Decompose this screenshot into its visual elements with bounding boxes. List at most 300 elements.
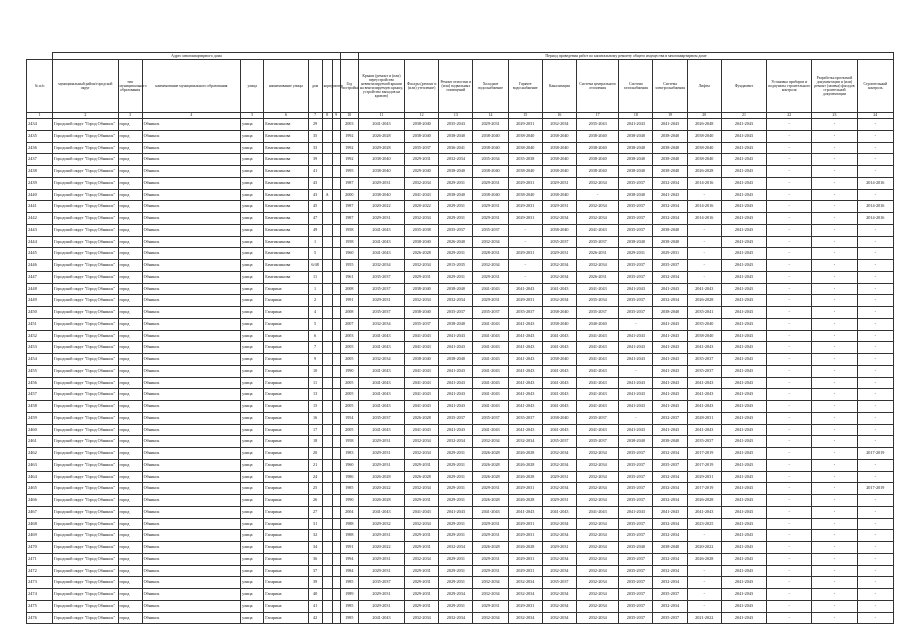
period-cell: 2041-2043 bbox=[653, 318, 687, 330]
year-cell: 2007 bbox=[340, 318, 358, 330]
street-name-cell: Бентиклинова bbox=[264, 248, 308, 260]
letter-cell bbox=[332, 142, 340, 154]
period-cell: - bbox=[687, 236, 721, 248]
mo-name-cell: Обнинск bbox=[142, 530, 241, 542]
period-cell: 2041-2043 bbox=[653, 401, 687, 413]
period-cell: 2032-2034 bbox=[577, 177, 619, 189]
period-cell: - bbox=[687, 600, 721, 612]
period-cell: - bbox=[767, 213, 812, 225]
period-cell: 2032-2034 bbox=[542, 295, 576, 307]
period-cell: - bbox=[812, 518, 857, 530]
period-cell: 2041-2043 bbox=[358, 248, 404, 260]
district-cell: Городской округ "Город Обнинск" bbox=[53, 248, 118, 260]
period-cell: 2041-2043 bbox=[577, 354, 619, 366]
period-cell: 2029-2031 bbox=[439, 553, 473, 565]
year-cell: 2005 bbox=[340, 377, 358, 389]
mo-name-cell: Обнинск bbox=[142, 401, 241, 413]
mo-name-cell: Обнинск bbox=[142, 130, 241, 142]
building-cell bbox=[322, 213, 332, 225]
period-cell: 2041-2043 bbox=[473, 354, 508, 366]
house-cell: 35 bbox=[308, 130, 322, 142]
period-cell: - bbox=[767, 248, 812, 260]
period-cell: 2032-2034 bbox=[508, 436, 542, 448]
building-cell bbox=[322, 283, 332, 295]
street-type-cell: улица bbox=[241, 236, 264, 248]
period-cell: - bbox=[857, 542, 893, 554]
period-cell: - bbox=[857, 248, 893, 260]
period-cell: 2026-2028 bbox=[473, 542, 508, 554]
period-cell: 2020-2022 bbox=[358, 483, 404, 495]
column-number: 17 bbox=[577, 113, 619, 119]
period-cell: 2041-2043 bbox=[508, 354, 542, 366]
period-cell: 2035-2037 bbox=[577, 412, 619, 424]
district-cell: Городской округ "Город Обнинск" bbox=[53, 577, 118, 589]
street-name-cell: Гагарина bbox=[264, 342, 308, 354]
year-cell: 2000 bbox=[340, 189, 358, 201]
column-header: Горячее водоснабжение bbox=[508, 60, 542, 113]
house-cell: 43 bbox=[308, 177, 322, 189]
period-cell: 2029-2031 bbox=[439, 530, 473, 542]
year-cell: 2008 bbox=[340, 307, 358, 319]
district-cell: Городской округ "Город Обнинск" bbox=[53, 342, 118, 354]
street-type-cell: улица bbox=[241, 377, 264, 389]
street-name-cell: Гагарина bbox=[264, 553, 308, 565]
district-cell: Городской округ "Город Обнинск" bbox=[53, 154, 118, 166]
period-group-header: Период проведения работ по капитальному ремонту общего имущества в многоквартирном доме bbox=[358, 53, 893, 60]
street-name-cell: Гагарина bbox=[264, 354, 308, 366]
street-name-cell: Бентиклинова bbox=[264, 260, 308, 272]
table-row bbox=[27, 224, 894, 236]
year-cell: 1961 bbox=[340, 271, 358, 283]
period-cell: 2035-2037 bbox=[619, 530, 653, 542]
period-cell: 2029-2031 bbox=[405, 154, 439, 166]
period-cell: - bbox=[812, 130, 857, 142]
period-cell: 2035-2037 bbox=[619, 518, 653, 530]
period-cell: 2038-2040 bbox=[508, 142, 542, 154]
period-cell: 2029-2031 bbox=[508, 295, 542, 307]
period-cell: - bbox=[508, 236, 542, 248]
period-cell: - bbox=[687, 577, 721, 589]
period-cell: - bbox=[767, 342, 812, 354]
period-cell: - bbox=[857, 330, 893, 342]
period-cell: 2029-2031 bbox=[439, 271, 473, 283]
table-row bbox=[27, 506, 894, 518]
street-name-cell: Гагарина bbox=[264, 459, 308, 471]
period-cell: 2032-2034 bbox=[577, 530, 619, 542]
period-cell: 2041-2043 bbox=[439, 330, 473, 342]
period-cell: 2035-2037 bbox=[577, 436, 619, 448]
period-cell: 2041-2043 bbox=[508, 377, 542, 389]
letter-cell bbox=[332, 236, 340, 248]
building-cell bbox=[322, 448, 332, 460]
period-cell: 2026-2028 bbox=[687, 295, 721, 307]
period-cell: 2029-2031 bbox=[508, 600, 542, 612]
period-cell: 2017-2019 bbox=[687, 459, 721, 471]
period-cell: - bbox=[812, 553, 857, 565]
period-cell: 2038-2040 bbox=[473, 189, 508, 201]
table-row bbox=[27, 600, 894, 612]
period-cell: 2020-2022 bbox=[405, 201, 439, 213]
column-number: 11 bbox=[358, 113, 404, 119]
period-cell: 2038-2040 bbox=[542, 130, 576, 142]
mo-type-cell: город bbox=[118, 342, 142, 354]
period-cell: 2038-2040 bbox=[542, 224, 576, 236]
house-cell: 41 bbox=[308, 600, 322, 612]
period-cell: 2029-2031 bbox=[358, 459, 404, 471]
mo-type-cell: город bbox=[118, 271, 142, 283]
period-cell: 2038-2040 bbox=[542, 189, 576, 201]
row-number: 2456 bbox=[27, 377, 53, 389]
period-cell: 2026-2028 bbox=[358, 130, 404, 142]
period-cell: - bbox=[812, 248, 857, 260]
period-cell: - bbox=[812, 412, 857, 424]
period-cell: 2038-2040 bbox=[358, 166, 404, 178]
period-cell: 2029-2031 bbox=[542, 542, 576, 554]
building-cell bbox=[322, 295, 332, 307]
table-row bbox=[27, 553, 894, 565]
period-cell: 2041-2043 bbox=[721, 307, 766, 319]
period-cell: 2029-2031 bbox=[405, 542, 439, 554]
period-cell: 2032-2034 bbox=[542, 518, 576, 530]
mo-name-cell: Обнинск bbox=[142, 142, 241, 154]
column-header: Система электроснабжения bbox=[653, 60, 687, 113]
period-cell: 2041-2043 bbox=[653, 330, 687, 342]
period-cell: 2032-2034 bbox=[577, 213, 619, 225]
district-cell: Городской округ "Город Обнинск" bbox=[53, 600, 118, 612]
building-cell bbox=[322, 589, 332, 601]
period-cell: 2041-2043 bbox=[439, 342, 473, 354]
period-cell: 2035-2038 bbox=[508, 154, 542, 166]
district-cell: Городской округ "Город Обнинск" bbox=[53, 483, 118, 495]
period-cell: 2041-2043 bbox=[405, 377, 439, 389]
year-cell: 1958 bbox=[340, 224, 358, 236]
mo-name-cell: Обнинск bbox=[142, 307, 241, 319]
period-cell: 2029-2031 bbox=[542, 495, 576, 507]
period-cell: 2035-2037 bbox=[619, 224, 653, 236]
period-cell: 2026-2028 bbox=[687, 495, 721, 507]
house-cell: 10 bbox=[308, 365, 322, 377]
street-type-cell: улица bbox=[241, 365, 264, 377]
period-cell: 2029-2031 bbox=[405, 459, 439, 471]
period-cell: 2041-2043 bbox=[508, 401, 542, 413]
letter-cell bbox=[332, 166, 340, 178]
period-cell: - bbox=[857, 471, 893, 483]
period-cell: 2041-2043 bbox=[721, 201, 766, 213]
building-cell bbox=[322, 553, 332, 565]
street-type-cell: улица bbox=[241, 271, 264, 283]
period-cell: 2038-2040 bbox=[577, 142, 619, 154]
row-number: 2439 bbox=[27, 177, 53, 189]
period-cell: 2029-2031 bbox=[542, 248, 576, 260]
period-cell: 2032-2034 bbox=[542, 448, 576, 460]
letter-cell bbox=[332, 295, 340, 307]
period-cell: 2029-2031 bbox=[473, 213, 508, 225]
period-cell: 2041-2043 bbox=[542, 365, 576, 377]
letter-cell bbox=[332, 389, 340, 401]
table-row bbox=[27, 518, 894, 530]
period-cell: 2035-2037 bbox=[653, 260, 687, 272]
period-cell: 2029-2031 bbox=[508, 177, 542, 189]
column-header: муниципальный район/городской округ bbox=[53, 60, 118, 113]
period-cell: 2041-2043 bbox=[473, 342, 508, 354]
letter-cell bbox=[332, 412, 340, 424]
column-header: Холодное водоснабжение bbox=[473, 60, 508, 113]
period-cell: 2032-2034 bbox=[439, 612, 473, 624]
table-row bbox=[27, 471, 894, 483]
period-cell: 2041-2043 bbox=[721, 589, 766, 601]
period-cell: 2038-2040 bbox=[358, 154, 404, 166]
period-cell: 2028-2031 bbox=[473, 248, 508, 260]
year-cell: 1958 bbox=[340, 236, 358, 248]
street-type-cell: улица bbox=[241, 412, 264, 424]
district-cell: Городской округ "Город Обнинск" bbox=[53, 224, 118, 236]
street-type-cell: улица bbox=[241, 295, 264, 307]
period-cell: 2029-2031 bbox=[439, 177, 473, 189]
mo-type-cell: город bbox=[118, 307, 142, 319]
period-cell: 2026-2028 bbox=[508, 495, 542, 507]
period-cell: 2032-2034 bbox=[473, 436, 508, 448]
period-cell: 2035-2037 bbox=[358, 271, 404, 283]
period-cell: 2041-2043 bbox=[405, 189, 439, 201]
house-cell: 33 bbox=[308, 142, 322, 154]
period-cell: 2035-2037 bbox=[577, 307, 619, 319]
period-cell: 2041-2043 bbox=[358, 424, 404, 436]
period-cell: - bbox=[619, 365, 653, 377]
period-cell: 2041-2043 bbox=[721, 189, 766, 201]
period-cell: - bbox=[812, 424, 857, 436]
period-cell: - bbox=[767, 565, 812, 577]
period-cell: - bbox=[767, 530, 812, 542]
row-number: 2459 bbox=[27, 412, 53, 424]
period-cell: - bbox=[812, 483, 857, 495]
period-cell: - bbox=[687, 248, 721, 260]
period-cell: 2026-2028 bbox=[405, 471, 439, 483]
building-cell bbox=[322, 506, 332, 518]
period-cell: - bbox=[857, 154, 893, 166]
period-cell: 2032-2034 bbox=[405, 177, 439, 189]
house-cell: 4 bbox=[308, 307, 322, 319]
letter-cell bbox=[332, 565, 340, 577]
table-row bbox=[27, 142, 894, 154]
street-name-cell: Бентиклинова bbox=[264, 224, 308, 236]
mo-name-cell: Обнинск bbox=[142, 201, 241, 213]
period-cell: 2029-2031 bbox=[358, 448, 404, 460]
house-cell: 43 bbox=[308, 189, 322, 201]
building-cell bbox=[322, 518, 332, 530]
letter-cell bbox=[332, 377, 340, 389]
period-cell: 2032-2034 bbox=[405, 612, 439, 624]
period-cell: 2035-2037 bbox=[619, 577, 653, 589]
period-cell: 2026-2028 bbox=[358, 471, 404, 483]
row-number: 2446 bbox=[27, 260, 53, 272]
district-cell: Городской округ "Город Обнинск" bbox=[53, 424, 118, 436]
period-cell: 2041-2043 bbox=[653, 506, 687, 518]
period-cell: - bbox=[812, 295, 857, 307]
street-type-cell: улица bbox=[241, 577, 264, 589]
street-name-cell: Гагарина bbox=[264, 283, 308, 295]
year-cell: 1992 bbox=[340, 130, 358, 142]
street-type-cell: улица bbox=[241, 330, 264, 342]
period-cell: 2041-2043 bbox=[439, 424, 473, 436]
period-cell: 2041-2043 bbox=[358, 236, 404, 248]
period-cell: 2035-2037 bbox=[405, 142, 439, 154]
period-cell: 2032-2034 bbox=[473, 589, 508, 601]
row-number: 2444 bbox=[27, 236, 53, 248]
row-number: 2451 bbox=[27, 318, 53, 330]
street-name-cell: Гагарина bbox=[264, 436, 308, 448]
column-header: Строительный контроль bbox=[857, 60, 893, 113]
period-cell: 2041-2043 bbox=[577, 330, 619, 342]
period-cell: - bbox=[619, 412, 653, 424]
table-row bbox=[27, 448, 894, 460]
column-header: Год постройки bbox=[340, 60, 358, 113]
street-name-cell: Бентиклинова bbox=[264, 154, 308, 166]
period-cell: 2041-2043 bbox=[721, 142, 766, 154]
table-row bbox=[27, 248, 894, 260]
letter-cell bbox=[332, 130, 340, 142]
mo-name-cell: Обнинск bbox=[142, 577, 241, 589]
period-cell: 2032-2034 bbox=[542, 119, 576, 131]
period-cell: 2026-2028 bbox=[358, 495, 404, 507]
district-cell: Городской округ "Город Обнинск" bbox=[53, 354, 118, 366]
period-cell: 2017-2019 bbox=[687, 483, 721, 495]
letter-cell bbox=[332, 260, 340, 272]
period-cell: 2029-2031 bbox=[439, 600, 473, 612]
period-cell: 2032-2034 bbox=[653, 518, 687, 530]
year-cell: 1960 bbox=[340, 248, 358, 260]
mo-name-cell: Обнинск bbox=[142, 271, 241, 283]
house-cell: 31 bbox=[308, 518, 322, 530]
district-cell: Городской округ "Город Обнинск" bbox=[53, 448, 118, 460]
house-cell: 29 bbox=[308, 119, 322, 131]
period-cell: 2038-2040 bbox=[405, 119, 439, 131]
period-cell: 2029-2040 bbox=[405, 166, 439, 178]
period-cell: - bbox=[767, 612, 812, 624]
mo-type-cell: город bbox=[118, 119, 142, 131]
district-cell: Городской округ "Город Обнинск" bbox=[53, 459, 118, 471]
column-number: 18 bbox=[619, 113, 653, 119]
period-cell: 2032-2034 bbox=[653, 483, 687, 495]
street-type-cell: улица bbox=[241, 565, 264, 577]
period-cell: 2041-2043 bbox=[508, 389, 542, 401]
period-cell: - bbox=[812, 365, 857, 377]
building-cell bbox=[322, 130, 332, 142]
mo-type-cell: город bbox=[118, 483, 142, 495]
period-cell: 2035-2037 bbox=[473, 224, 508, 236]
column-header: Фасады (ремонт и (или) утепление) bbox=[405, 60, 439, 113]
district-cell: Городской округ "Город Обнинск" bbox=[53, 365, 118, 377]
letter-cell bbox=[332, 483, 340, 495]
column-number: 9 bbox=[332, 113, 340, 119]
mo-type-cell: город bbox=[118, 401, 142, 413]
period-cell: 2032-2034 bbox=[577, 471, 619, 483]
period-cell: 2035-2037 bbox=[542, 577, 576, 589]
building-cell bbox=[322, 307, 332, 319]
street-type-cell: улица bbox=[241, 612, 264, 624]
street-type-cell: улица bbox=[241, 283, 264, 295]
street-type-cell: улица bbox=[241, 483, 264, 495]
street-type-cell: улица bbox=[241, 506, 264, 518]
year-cell: 2005 bbox=[340, 401, 358, 413]
table-row bbox=[27, 424, 894, 436]
period-cell: 2032-2034 bbox=[439, 436, 473, 448]
row-number: 2437 bbox=[27, 154, 53, 166]
street-type-cell: улица bbox=[241, 530, 264, 542]
building-cell bbox=[322, 142, 332, 154]
district-cell: Городской округ "Город Обнинск" bbox=[53, 271, 118, 283]
table-row bbox=[27, 483, 894, 495]
mo-type-cell: город bbox=[118, 424, 142, 436]
period-cell: 2032-2034 bbox=[405, 448, 439, 460]
period-cell: 2041-2043 bbox=[542, 424, 576, 436]
period-cell: - bbox=[812, 448, 857, 460]
period-cell: 2041-2043 bbox=[577, 506, 619, 518]
mo-name-cell: Обнинск bbox=[142, 189, 241, 201]
period-cell: 2029-2031 bbox=[508, 248, 542, 260]
mo-name-cell: Обнинск bbox=[142, 342, 241, 354]
table-row bbox=[27, 612, 894, 624]
period-cell: 2038-2040 bbox=[542, 307, 576, 319]
building-cell bbox=[322, 119, 332, 131]
building-cell bbox=[322, 577, 332, 589]
period-cell: - bbox=[857, 130, 893, 142]
district-cell: Городской округ "Город Обнинск" bbox=[53, 130, 118, 142]
column-header: тип муниципального образования bbox=[118, 60, 142, 113]
building-cell bbox=[322, 236, 332, 248]
period-cell: 2026-2031 bbox=[577, 271, 619, 283]
period-cell: 2035-2037 bbox=[577, 236, 619, 248]
building-cell bbox=[322, 495, 332, 507]
period-cell: 2029-2031 bbox=[439, 483, 473, 495]
period-cell: 2032-2034 bbox=[577, 589, 619, 601]
period-cell: 2041-2043 bbox=[721, 436, 766, 448]
period-cell: 2032-2034 bbox=[439, 542, 473, 554]
period-cell: - bbox=[857, 412, 893, 424]
column-number: 12 bbox=[405, 113, 439, 119]
row-number: 2457 bbox=[27, 389, 53, 401]
period-cell: 2041-2043 bbox=[721, 530, 766, 542]
street-name-cell: Бентиклинова bbox=[264, 236, 308, 248]
table-row bbox=[27, 119, 894, 131]
letter-cell bbox=[332, 506, 340, 518]
mo-type-cell: город bbox=[118, 389, 142, 401]
period-cell: 2032-2034 bbox=[653, 553, 687, 565]
house-cell: 1 bbox=[308, 236, 322, 248]
street-name-cell: Бентиклинова bbox=[264, 166, 308, 178]
period-cell: 2041-2043 bbox=[687, 342, 721, 354]
period-cell: 2041-2043 bbox=[687, 389, 721, 401]
year-cell: 1958 bbox=[340, 436, 358, 448]
house-cell: 5 bbox=[308, 318, 322, 330]
letter-cell bbox=[332, 271, 340, 283]
period-cell: - bbox=[767, 154, 812, 166]
street-type-cell: улица bbox=[241, 448, 264, 460]
period-cell: 2041-2043 bbox=[619, 389, 653, 401]
period-cell: 2032-2034 bbox=[577, 483, 619, 495]
period-cell: - bbox=[857, 377, 893, 389]
period-cell: - bbox=[812, 260, 857, 272]
period-cell: 2035-2037 bbox=[619, 295, 653, 307]
district-cell: Городской округ "Город Обнинск" bbox=[53, 236, 118, 248]
table-row bbox=[27, 412, 894, 424]
mo-name-cell: Обнинск bbox=[142, 330, 241, 342]
period-cell: 2038-2040 bbox=[577, 154, 619, 166]
column-header: дом bbox=[308, 60, 322, 113]
period-cell: 2029-2031 bbox=[405, 589, 439, 601]
row-number: 2435 bbox=[27, 130, 53, 142]
period-cell: 2041-2043 bbox=[439, 401, 473, 413]
column-header: наименование муниципального образования bbox=[142, 60, 241, 113]
